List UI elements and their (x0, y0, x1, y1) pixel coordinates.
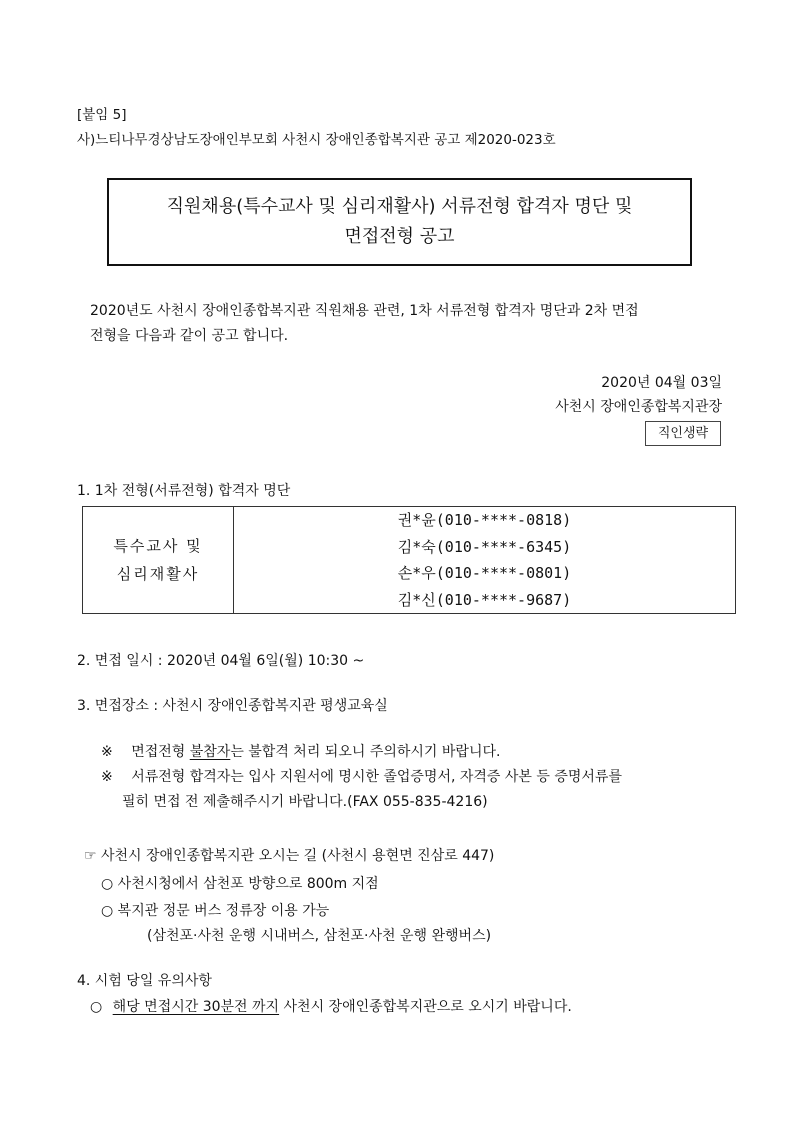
category-line-2: 심리재활사 (116, 565, 200, 583)
note-1-mark: ※ (101, 744, 113, 760)
issue-date: 2020년 04월 03일 (601, 375, 722, 391)
passer-entry: 손*우(010-****-0801) (397, 564, 572, 582)
directions-heading: ☞ 사천시 장애인종합복지관 오시는 길 (사천시 용현면 진삼로 447) (84, 848, 495, 864)
section-4-bullet: ○ (90, 999, 103, 1015)
category-line-1: 특수교사 및 (113, 537, 203, 555)
note-1-pre: 면접전형 (131, 744, 190, 760)
note-2-line-2: 필히 면접 전 제출해주시기 바랍니다.(FAX 055-835-4216) (122, 794, 488, 810)
title-line-1: 직원채용(특수교사 및 심리재활사) 서류전형 합격자 명단 및 (166, 196, 633, 217)
title-line-2: 면접전형 공고 (344, 226, 455, 247)
notice-number: 사)느티나무경상남도장애인부모회 사천시 장애인종합복지관 공고 제2020-023호 (77, 132, 556, 148)
passer-entry: 김*숙(010-****-6345) (397, 537, 572, 556)
intro-line-1: 2020년도 사천시 장애인종합복지관 직원채용 관련, 1차 서류전형 합격자 명단과 2차 면접 (90, 303, 639, 319)
seal-omitted-box: 직인생략 (645, 421, 721, 446)
intro-line-2: 전형을 다음과 같이 공고 합니다. (90, 328, 289, 344)
section-1-heading: 1. 1차 전형(서류전형) 합격자 명단 (77, 483, 291, 499)
interview-location: 3. 면접장소 : 사천시 장애인종합복지관 평생교육실 (77, 698, 388, 714)
directions-item-2-sub: (삼천포·사천 운행 시내버스, 삼천포·사천 운행 완행버스) (147, 928, 492, 944)
note-1 (101, 741, 500, 761)
note-1-underlined: 불참자 (189, 744, 231, 760)
passer-entry: 권*윤(010-****-0818) (397, 511, 572, 529)
section-4-rest: 사천시 장애인종합복지관으로 오시기 바랍니다. (279, 999, 572, 1015)
section-4-heading: 4. 시험 당일 유의사항 (77, 973, 212, 989)
passer-names-cell (234, 507, 736, 614)
section-4-underlined: 해당 면접시간 30분전 까지 (112, 999, 280, 1015)
note-2-mark: ※ (101, 769, 113, 785)
directions-item-2: ○ 복지관 정문 버스 정류장 이용 가능 (101, 903, 330, 919)
title-box (107, 178, 692, 266)
note-2 (101, 766, 622, 786)
passer-entry: 김*신(010-****-9687) (397, 590, 572, 609)
section-4-item (90, 996, 572, 1016)
interview-datetime: 2. 면접 일시 : 2020년 04월 6일(월) 10:30 ~ (77, 653, 365, 669)
issuer-name: 사천시 장애인종합복지관장 (555, 399, 722, 415)
category-cell (83, 507, 234, 614)
note-2-line-1: 서류전형 합격자는 입사 지원서에 명시한 졸업증명서, 자격증 사본 등 증명서류를 (131, 769, 622, 785)
directions-item-1: ○ 사천시청에서 삼천포 방향으로 800m 지점 (101, 876, 379, 892)
note-1-post: 는 불합격 처리 되오니 주의하시기 바랍니다. (230, 744, 501, 760)
attachment-label: [붙임 5] (77, 107, 127, 123)
passer-table (82, 506, 736, 614)
